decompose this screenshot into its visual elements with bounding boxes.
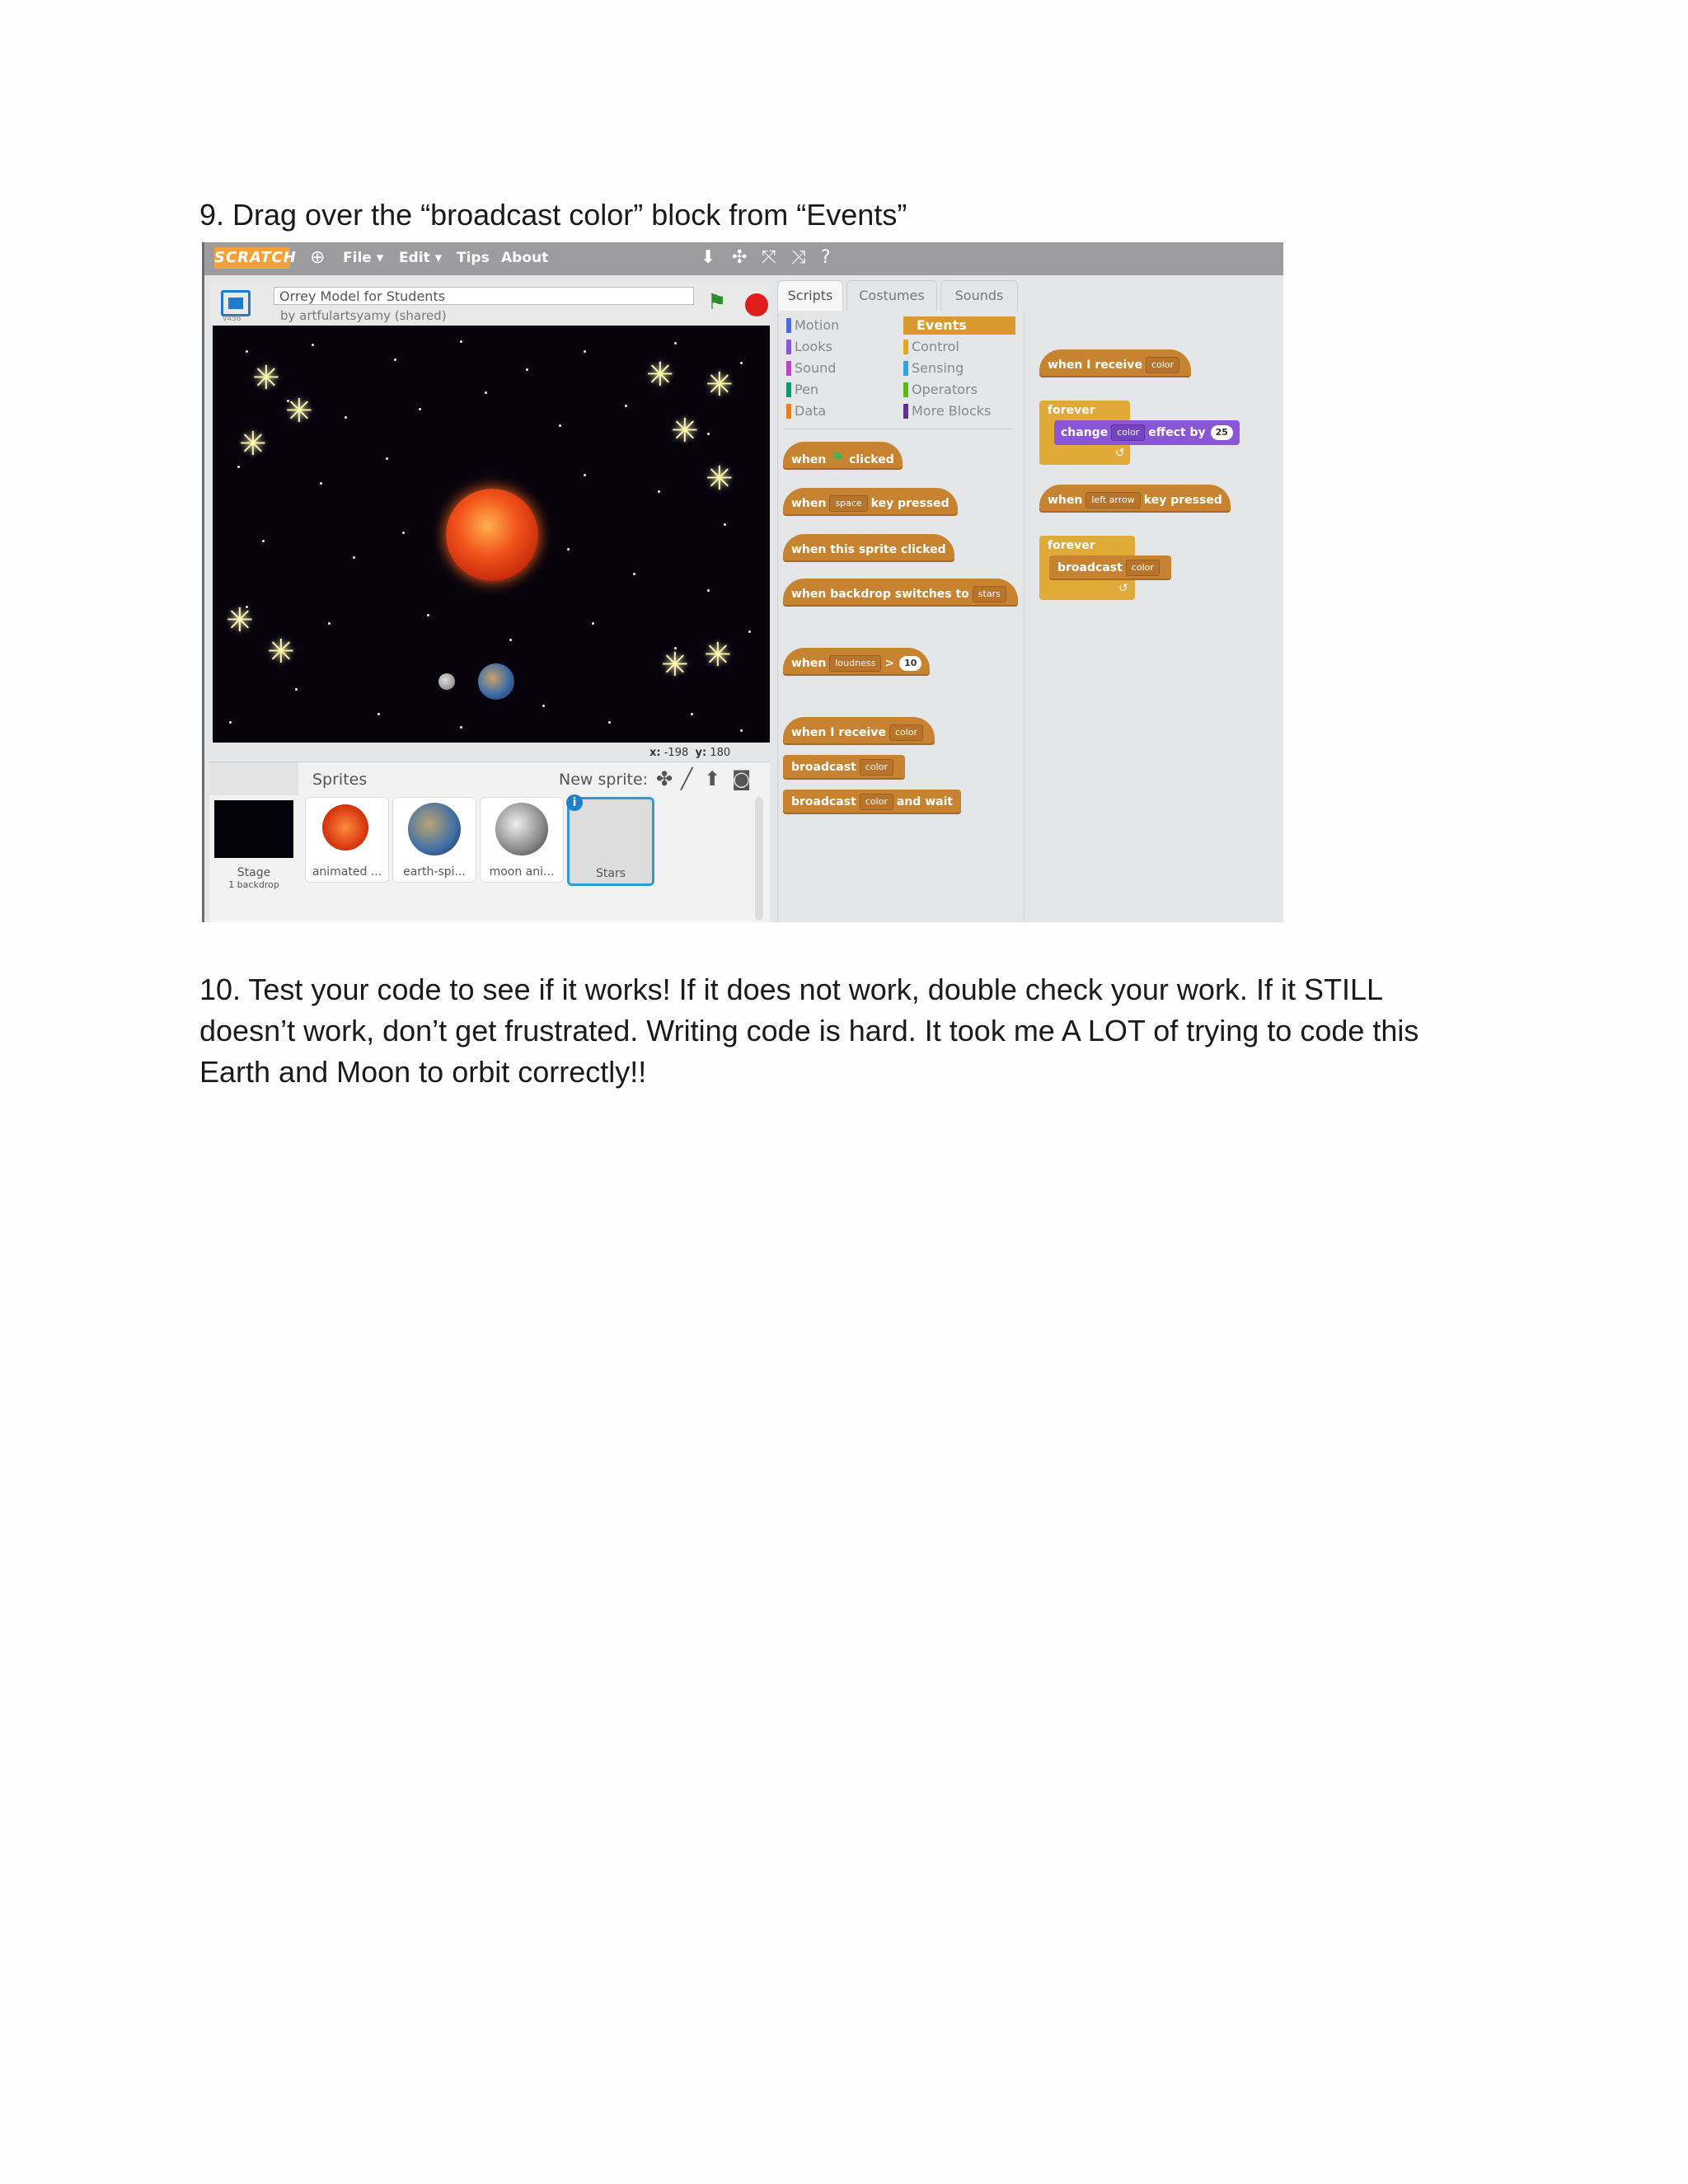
scratch-editor-screenshot [202,242,1283,922]
block-broadcast-and-wait[interactable]: broadcast color and wait [783,790,961,814]
shrink-icon[interactable]: ⤨ [791,247,806,268]
star-sprite: ✳ [661,646,689,684]
help-icon[interactable]: ? [821,247,831,268]
block-when-sprite-clicked[interactable]: when this sprite clicked [783,534,954,562]
camera-icon[interactable]: ◙ [732,767,752,790]
sprite-thumb-sun[interactable]: animated ... [305,797,389,883]
sprites-label: Sprites [312,771,368,789]
star-sprite: ✳ [267,633,295,671]
category-control[interactable]: Control [903,338,959,356]
menu-bar [204,242,1283,275]
star-sprite: ✳ [226,602,254,640]
star-sprite: ✳ [285,392,313,430]
sprites-scrollbar[interactable] [755,797,763,921]
backdrop-count: 1 backdrop [228,879,279,890]
block-when-flag-clicked[interactable]: when ⚑ clicked [783,442,903,470]
loop-arrow-icon: ↺ [1115,447,1125,460]
upload-sprite-icon[interactable]: ⬆ [704,767,721,790]
star-sprite: ✳ [706,366,734,404]
block-broadcast[interactable]: broadcast color [783,755,905,780]
stage-canvas[interactable] [213,326,770,743]
version-label: v458 [223,315,241,323]
star-sprite: ✳ [239,425,267,463]
project-header [209,282,770,325]
category-pen[interactable]: Pen [786,381,818,399]
category-motion[interactable]: Motion [786,316,839,335]
stage-label: Stage [237,866,271,879]
project-author: by artfulartsyamy (shared) [280,308,447,323]
star-sprite: ✳ [646,356,674,394]
paint-sprite-icon[interactable]: ╱ [681,767,693,790]
sprite-thumb-moon[interactable]: moon ani... [480,797,564,883]
fullscreen-icon[interactable] [221,290,251,316]
duplicate-icon[interactable]: ⬇ [701,247,716,268]
globe-icon[interactable]: ⊕ [310,247,326,268]
loop-arrow-icon: ↺ [1118,582,1128,595]
mouse-coordinates: x: -198 y: 180 [649,747,731,759]
category-more-blocks[interactable]: More Blocks [903,402,991,420]
category-data[interactable]: Data [786,402,826,420]
scripts-area[interactable] [1024,313,1283,922]
sprite-thumb-stars[interactable]: i Stars [567,797,654,886]
sprites-pane [209,762,770,922]
step-9-instruction: 9. Drag over the “broadcast color” block from “Events” [199,198,907,232]
green-flag-icon: ⚑ [830,448,846,467]
choose-sprite-icon[interactable]: ✤ [656,767,673,790]
tab-scripts[interactable]: Scripts [777,280,843,311]
stop-button[interactable] [745,293,768,316]
moon-sprite[interactable] [438,673,455,690]
forever-loop[interactable]: forever ↺ [1039,536,1135,600]
block-change-effect[interactable]: change color effect by 25 [1054,420,1240,445]
category-sensing[interactable]: Sensing [903,359,964,377]
sun-sprite[interactable] [446,489,538,581]
star-sprite: ✳ [704,636,732,674]
block-broadcast-in-script[interactable]: broadcast color [1049,555,1171,580]
menu-tips[interactable]: Tips [457,250,490,266]
grow-icon[interactable]: ⤧ [762,247,776,268]
star-sprite: ✳ [706,460,734,498]
block-when-key-pressed[interactable]: when space key pressed [783,488,958,516]
tab-costumes[interactable]: Costumes [846,280,937,311]
tab-sounds[interactable]: Sounds [940,280,1018,311]
menu-about[interactable]: About [501,250,549,266]
sprite-thumb-earth[interactable]: earth-spi... [392,797,476,883]
script-when-key-pressed[interactable]: when left arrow key pressed [1039,485,1231,513]
menu-file[interactable]: File ▾ [343,250,384,266]
block-when-backdrop-switches[interactable]: when backdrop switches to stars [783,579,1018,607]
scratch-logo[interactable]: SCRATCH [214,247,290,269]
script-when-i-receive[interactable]: when I receive color [1039,349,1191,377]
block-when-i-receive[interactable]: when I receive color [783,717,935,745]
delete-icon[interactable]: ✣ [732,247,748,268]
green-flag-icon[interactable]: ⚑ [707,290,727,315]
star-sprite: ✳ [671,412,699,450]
project-title-input[interactable]: Orrey Model for Students [274,287,694,305]
category-events[interactable]: Events [903,316,1015,335]
forever-loop[interactable]: forever ↺ [1039,401,1130,465]
earth-sprite[interactable] [478,663,514,700]
star-sprite: ✳ [252,359,280,397]
category-operators[interactable]: Operators [903,381,978,399]
category-sound[interactable]: Sound [786,359,836,377]
info-icon[interactable]: i [566,794,583,811]
menu-edit[interactable]: Edit ▾ [399,250,443,266]
step-10-instruction: 10. Test your code to see if it works! If it does not work, double check your work. If it STILL doesn’t work, don’t get frustrated. Writing code is hard. It took me A LOT of trying to code this Earth and Moon to orbit correctly!! [199,972,1419,1089]
category-looks[interactable]: Looks [786,338,832,356]
block-palette [777,313,1024,922]
block-when-loudness[interactable]: when loudness > 10 [783,648,930,676]
new-sprite-label: New sprite: [559,771,649,789]
stage-thumbnail[interactable] [214,800,293,858]
